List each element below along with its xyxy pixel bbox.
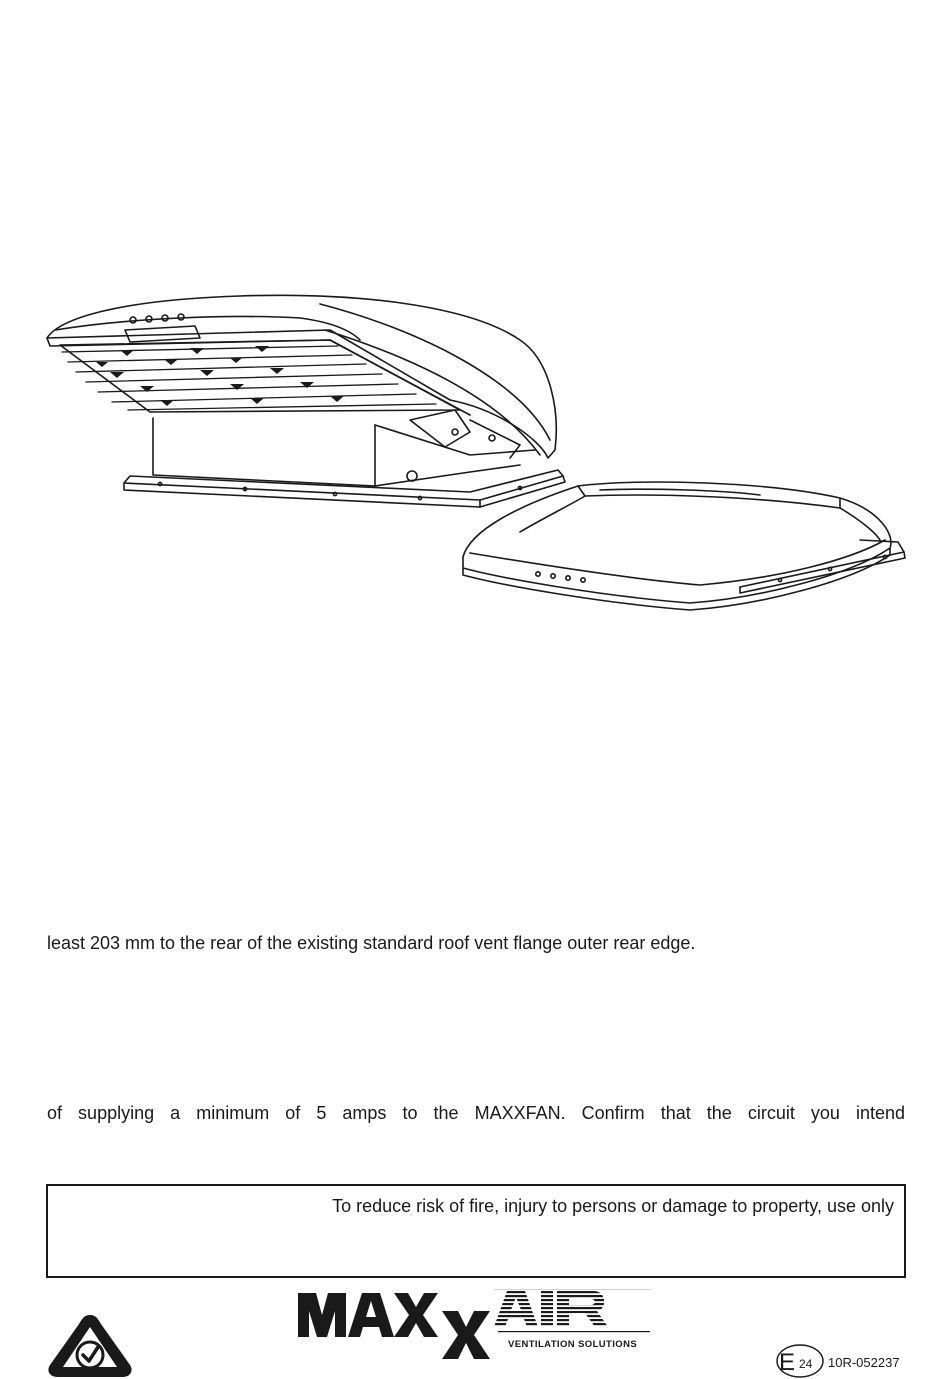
warning-box bbox=[46, 1184, 906, 1278]
e-mark-icon bbox=[775, 1343, 825, 1379]
maxxair-fan-illustration bbox=[0, 270, 950, 620]
rcm-compliance-icon bbox=[44, 1311, 136, 1379]
svg-text:E: E bbox=[779, 1349, 796, 1376]
fan-open-lid bbox=[47, 295, 565, 507]
body-paragraph-1: least 203 mm to the rear of the existing standard roof vent flange outer rear edge. bbox=[47, 933, 696, 953]
warning-text: To reduce risk of fire, injury to persons or damage to property, use only bbox=[332, 1196, 894, 1216]
brand-tagline: VENTILATION SOLUTIONS bbox=[508, 1339, 638, 1350]
approval-code: 10R-052237 bbox=[828, 1355, 900, 1370]
body-paragraph-2: of supplying a minimum of 5 amps to the MAXXFAN. Confirm that the circuit you intend bbox=[47, 1103, 905, 1123]
e-mark-number: 24 bbox=[799, 1357, 813, 1371]
fan-closed-lid bbox=[463, 482, 905, 610]
